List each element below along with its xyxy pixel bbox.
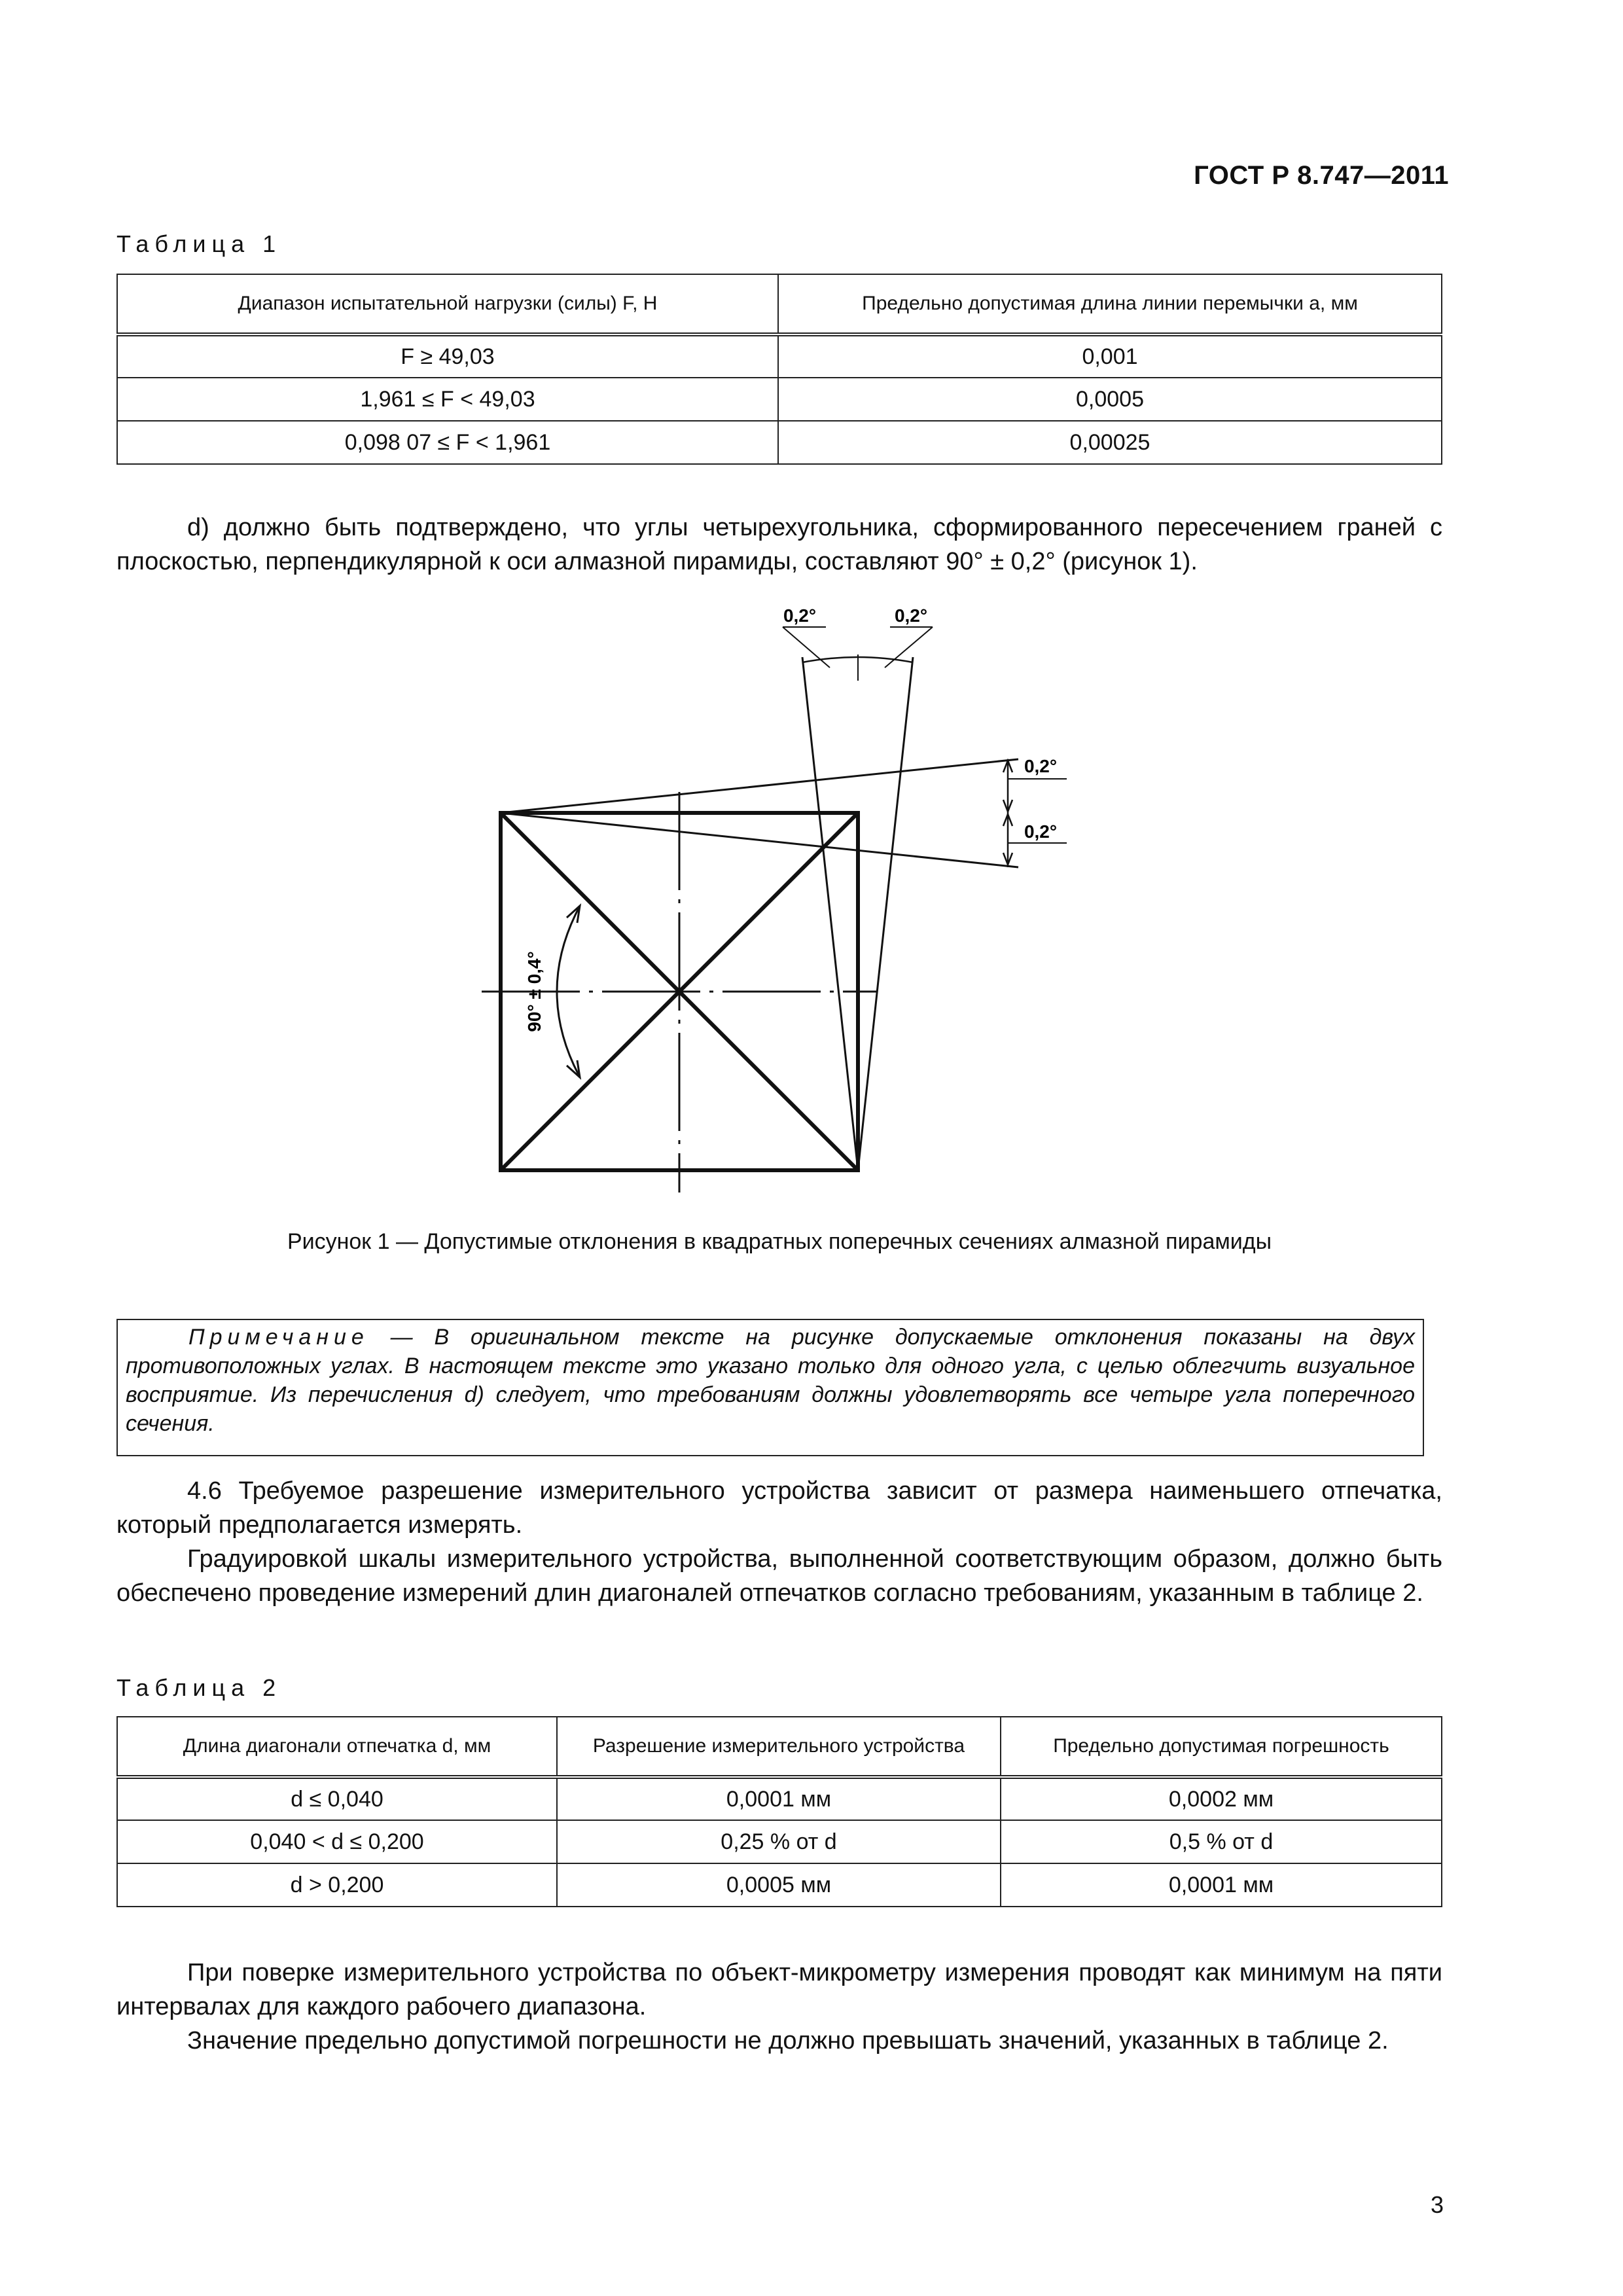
note-title: Примечание (188, 1325, 369, 1350)
table2-header-diagonal: Длина диагонали отпечатка d, мм (117, 1717, 557, 1777)
table-cell: F ≥ 49,03 (117, 334, 778, 378)
label-right-lower: 0,2° (1024, 821, 1058, 842)
table-cell: 0,0001 мм (1001, 1863, 1442, 1907)
section-4-6-p2: Градуировкой шкалы измерительного устройства, выполненной соответствующим образом, должно быть обеспечено проведение измерений длин диагоналей отпечатков согласно требованиям, указанным в таблице 2. (116, 1545, 1442, 1607)
figure1-caption: Рисунок 1 — Допустимые отклонения в квадратных поперечных сечениях алмазной пирамиды (287, 1229, 1272, 1254)
table-cell: 0,00025 (778, 421, 1442, 464)
deviation-line-right (858, 657, 913, 1170)
table-cell: 0,0005 (778, 378, 1442, 421)
table2-header-error: Предельно допустимая погрешность (1001, 1717, 1442, 1777)
label-angle: 90° ± 0,4° (524, 951, 544, 1032)
deviation-line-left (802, 657, 858, 1170)
note-paragraph (126, 1323, 1415, 1438)
section-4-6 (116, 1474, 1442, 1610)
table-cell: 0,098 07 ≤ F < 1,961 (117, 421, 778, 464)
closing-text (116, 1956, 1442, 2058)
closing-p2: Значение предельно допустимой погрешности не должно превышать значений, указанных в таблице 2. (187, 2027, 1389, 2054)
table1-caption: Таблица 1 (116, 230, 282, 257)
table-row (117, 1777, 1442, 1820)
table-cell: d ≤ 0,040 (117, 1777, 557, 1820)
table-cell: 0,0005 мм (557, 1863, 1001, 1907)
table-cell: 1,961 ≤ F < 49,03 (117, 378, 778, 421)
page-number: 3 (1430, 2191, 1444, 2218)
table2 (116, 1716, 1442, 1907)
table2-header-resolution: Разрешение измерительного устройства (557, 1717, 1001, 1777)
note-text: — В оригинальном тексте на рисунке допускаемые отклонения показаны на двух противоположных углах. В настоящем тексте это указано только для одного угла, с целью облегчить визуальное восприятие. Из перечисления d) следует, что требованиям должны удовлетворять все четыре угла поперечного сечения. (126, 1325, 1415, 1436)
table-cell: 0,25 % от d (557, 1820, 1001, 1863)
table-row (117, 1820, 1442, 1863)
table1-header-load: Диапазон испытательной нагрузки (силы) F, Н (117, 274, 778, 334)
table-cell: 0,5 % от d (1001, 1820, 1442, 1863)
label-right-upper: 0,2° (1024, 756, 1058, 776)
table-cell: 0,0001 мм (557, 1777, 1001, 1820)
table1-header-length: Предельно допустимая длина линии перемычки a, мм (778, 274, 1442, 334)
table-cell: 0,0002 мм (1001, 1777, 1442, 1820)
label-top-left: 0,2° (783, 605, 817, 626)
table-row (117, 1863, 1442, 1907)
deviation-line-upper (501, 759, 1018, 813)
section-4-6-p1: 4.6 Требуемое разрешение измерительного устройства зависит от размера наименьшего отпечатка, который предполагается измерять. (116, 1477, 1442, 1539)
table-cell: 0,001 (778, 334, 1442, 378)
table-cell: 0,040 < d ≤ 0,200 (117, 1820, 557, 1863)
note-box (116, 1319, 1424, 1456)
table-cell: d > 0,200 (117, 1863, 557, 1907)
document-header: ГОСТ Р 8.747—2011 (1194, 161, 1449, 190)
paragraph-d: d) должно быть подтверждено, что углы четырехугольника, сформированного пересечением граней с плоскостью, перпендикулярной к оси алмазной пирамиды, составляют 90° ± 0,2° (рисунок 1). (116, 514, 1442, 575)
label-top-right: 0,2° (894, 605, 928, 626)
table2-caption: Таблица 2 (116, 1674, 282, 1701)
deviation-line-lower (501, 813, 1018, 867)
closing-p1: При поверке измерительного устройства по объект-микрометру измерения проводят как минимум на пяти интервалах для каждого рабочего диапазона. (116, 1959, 1442, 2020)
